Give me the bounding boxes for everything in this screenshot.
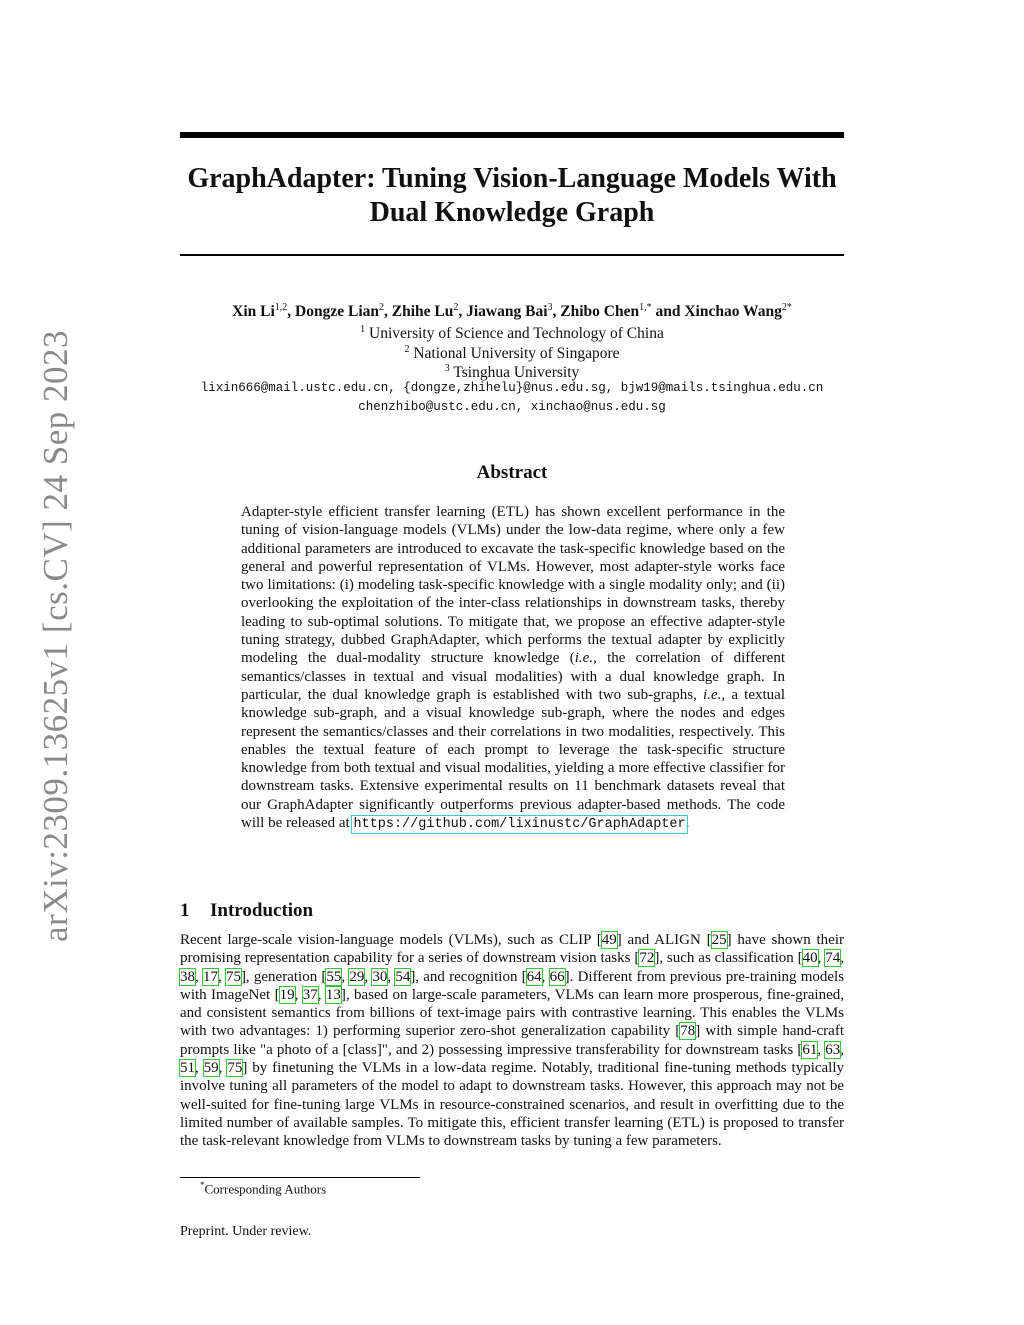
- author-affil-mark: 2: [453, 302, 459, 313]
- citation-link[interactable]: 25: [711, 932, 727, 948]
- abstract-body: Adapter-style efficient transfer learning (ETL) has shown excellent performance in the tuning of vision-language models (VLMs) under the low-data regime, where only a few additional parameters are introduced to excavate the task-specific knowledge based on the general and powerful representation of VLMs. However, most adapter-style works face two limitations: (i) modeling task-specific knowledge with a single modality only; and (ii) overlooking the exploitation of the inter-class relationships in downstream tasks, thereby leading to sub-optimal solutions. To mitigate that, we propose an effective adapter-style tuning strategy, dubbed GraphAdapter, which performs the textual adapter by explicitly modeling the dual-modality structure knowledge (i.e., the correlation of different semantics/classes in textual and visual modalities) with a dual knowledge graph. In particular, the dual knowledge graph is established with two sub-graphs, i.e., a textual knowledge sub-graph, and a visual knowledge sub-graph, where the nodes and edges represent the semantics/classes and their correlations in two modalities, respectively. This enables the textual feature of each prompt to leverage the task-specific structure knowledge from both textual and visual modalities, yielding a more effective classifier for downstream tasks. Extensive experimental results on 11 benchmark datasets reveal that our GraphAdapter significantly outperforms previous adapter-based methods. The code will be released at https://github.com/lixinustc/GraphAdapter.: [241, 504, 786, 833]
- citation-link[interactable]: 64: [526, 968, 542, 985]
- email-line-1: lixin666@mail.ustc.edu.cn, {dongze,zhihelu}@nus.edu.sg, bjw19@mails.tsinghua.edu.cn: [200, 381, 824, 395]
- citation-link[interactable]: 51: [180, 1060, 195, 1077]
- preprint-notice: Preprint. Under review.: [180, 1224, 312, 1239]
- introduction-body: Recent large-scale vision-language models (VLMs), such as CLIP [49] and ALIGN [25] have shown their promising representation capability for a series of downstream vision tasks [72], such as classification [40, 74, 38, 17, 75], generation [55, 29, 30, 54], and recognition [64, 66]. Different from previous pre-training models with ImageNet [19, 37, 13], based on large-scale parameters, VLMs can learn more prosperous, fine-grained, and consistent semantics from billions of text-image pairs with contrastive learning. This enables the VLMs with two advantages: 1) performing superior zero-shot generalization capability [78] with simple hand-craft prompts like "a photo of a [class]", and 2) possessing impressive transferability for downstream tasks [61, 63, 51, 59, 75] by finetuning the VLMs in a low-data regime. Notably, traditional fine-tuning methods typically involve tuning all parameters of the model to adapt to downstream tasks. However, this approach may not be well-suited for fine-tuning large VLMs in resource-constrained scenarios, and result in overfitting due to the limited number of available samples. To mitigate this, efficient transfer learning (ETL) is proposed to transfer the task-relevant knowledge from VLMs to downstream tasks by tuning a few parameters.: [180, 932, 845, 1150]
- author-sep: ,: [384, 303, 392, 321]
- citation-link[interactable]: 63: [825, 1041, 841, 1058]
- citation-link[interactable]: 17: [202, 968, 218, 985]
- citation-link[interactable]: 37: [302, 986, 318, 1003]
- citation-link[interactable]: 74: [825, 950, 841, 967]
- paper-title: [180, 162, 844, 230]
- citation-link[interactable]: 29: [349, 968, 365, 985]
- affiliation-3: $^3$ Tsinghua University: [444, 363, 580, 382]
- author-list: [180, 298, 844, 322]
- affiliation-2: $^2$ National University of Singapore: [404, 344, 620, 363]
- title-line-2: Dual Knowledge Graph: [369, 197, 655, 228]
- author-name: Jiawang Bai: [466, 303, 548, 321]
- email-line-2: chenzhibo@ustc.edu.cn, xinchao@nus.edu.sg: [358, 400, 666, 414]
- footnote-rule: [180, 1177, 420, 1178]
- citation-link[interactable]: 72: [639, 950, 655, 967]
- citation-link[interactable]: 30: [372, 968, 388, 985]
- citation-link[interactable]: 38: [180, 968, 195, 985]
- title-rule-top: [180, 132, 844, 138]
- citation-link[interactable]: 75: [225, 968, 241, 985]
- citation-link[interactable]: 75: [227, 1060, 243, 1077]
- citation-link[interactable]: 55: [326, 968, 342, 985]
- section-heading-introduction: 1 Introduction: [180, 900, 314, 921]
- footnote: *Corresponding Authors: [200, 1180, 327, 1197]
- citation-link[interactable]: 61: [802, 1041, 818, 1058]
- abstract-heading: Abstract: [476, 462, 548, 483]
- citation-link[interactable]: 59: [203, 1060, 219, 1077]
- citation-link[interactable]: 13: [325, 986, 341, 1003]
- code-link[interactable]: https://github.com/lixinustc/GraphAdapter: [353, 817, 686, 833]
- author-name: Zhibo Chen: [560, 303, 640, 321]
- author-sep: ,: [458, 303, 467, 321]
- author-affil-mark: 1,2: [274, 302, 288, 313]
- citation-link[interactable]: 66: [549, 968, 565, 985]
- title-line-1: GraphAdapter: Tuning Vision-Language Models With: [187, 163, 837, 194]
- title-rule-bottom: [180, 254, 844, 256]
- arxiv-identifier: arXiv:2309.13625v1 [cs.CV] 24 Sep 2023: [36, 329, 75, 942]
- author-name: Zhihe Lu: [391, 303, 454, 321]
- author-name: Xinchao Wang: [684, 303, 782, 321]
- citation-link[interactable]: 19: [279, 986, 295, 1003]
- affiliation-1: $^1$ University of Science and Technology of China: [360, 324, 664, 343]
- citation-link[interactable]: 54: [395, 968, 411, 985]
- author-affil-mark: 2: [379, 302, 385, 313]
- author-affil-mark: 1,*: [639, 302, 652, 313]
- citation-link[interactable]: 40: [802, 950, 818, 967]
- author-name: Xin Li: [232, 303, 275, 321]
- author-affil-mark: 3: [547, 302, 553, 313]
- citation-link[interactable]: 78: [680, 1023, 696, 1040]
- author-sep: ,: [287, 303, 296, 321]
- citation-link[interactable]: 49: [601, 932, 617, 948]
- author-affil-mark: 2*: [781, 302, 792, 313]
- author-sep: and: [651, 303, 685, 321]
- author-sep: ,: [552, 303, 561, 321]
- author-name: Dongze Lian: [295, 303, 380, 321]
